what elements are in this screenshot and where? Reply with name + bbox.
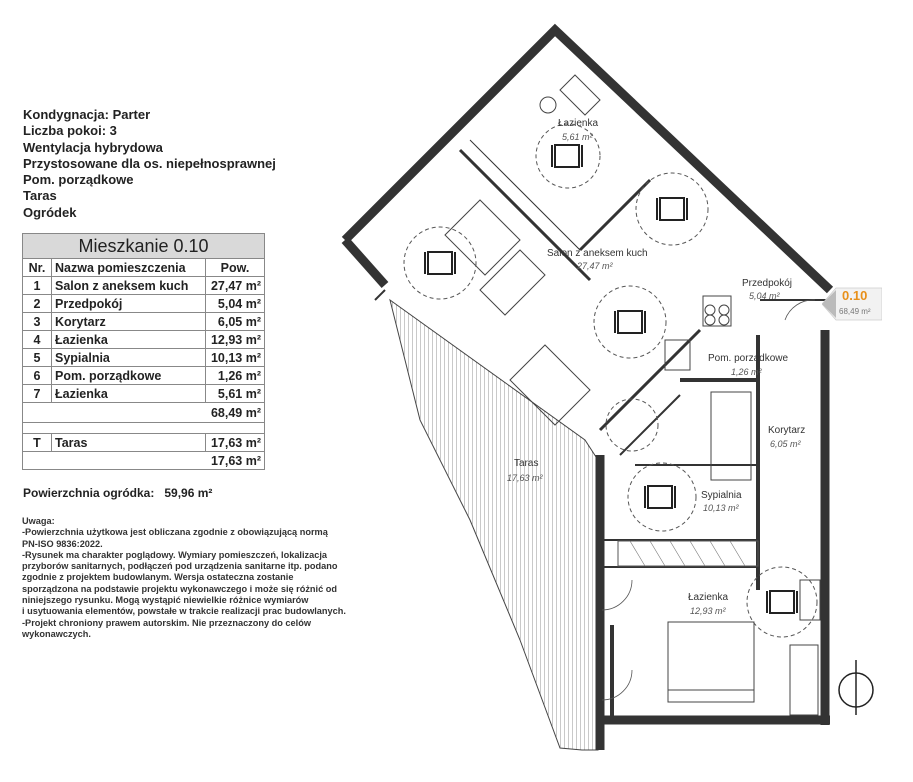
note-line: Uwaga: — [22, 516, 55, 526]
note-line: zgodnie z projektem budowlanym. Wersja ostateczna zostanie — [22, 572, 294, 583]
unit-marker-id: 0.10 — [842, 288, 868, 303]
row-num: T — [23, 434, 52, 452]
area-pom-porzadkowe: 1,26 m² — [731, 367, 762, 377]
area-lazienka-big: 12,93 m² — [690, 606, 726, 616]
terrace-total: 17,63 m² — [23, 452, 265, 470]
row-name: Korytarz — [52, 313, 206, 331]
garden-value: 59,96 m² — [164, 486, 213, 500]
row-num: 1 — [23, 277, 52, 295]
label-lazienka-small: Łazienka — [558, 118, 599, 129]
note-line: i usytuowania elementów, powstałe w trakcie realizacji prac budowlanych. — [22, 606, 346, 617]
area-przedpokoj: 5,04 m² — [749, 291, 780, 301]
row-name: Taras — [52, 434, 206, 452]
unit-marker-area: 68,49 m² — [839, 307, 871, 316]
area-lazienka-small: 5,61 m² — [562, 132, 593, 142]
info-ventilation: Wentylacja hybrydowa — [23, 139, 163, 155]
row-num: 3 — [23, 313, 52, 331]
wardrobe — [618, 541, 758, 566]
row-num: 7 — [23, 385, 52, 403]
row-name: Przedpokój — [52, 295, 206, 313]
label-sypialnia: Sypialnia — [701, 490, 742, 501]
label-przedpokoj: Przedpokój — [742, 278, 793, 289]
garden-label: Powierzchnia ogródka: — [23, 486, 155, 500]
lower-walls — [600, 300, 830, 750]
row-name: Łazienka — [52, 385, 206, 403]
label-pom-porzadkowe: Pom. porządkowe — [708, 353, 789, 364]
header-area: Pow. — [206, 259, 265, 277]
north-arrow-icon — [839, 660, 873, 715]
row-area: 17,63 m² — [206, 434, 265, 452]
note-line: -Powierzchnia użytkowa jest obliczana zgodnie z obowiązującą normą — [22, 527, 328, 538]
note-line: -Rysunek ma charakter poglądowy. Wymiary pomieszczeń, lokalizacja — [22, 549, 328, 560]
info-utility: Pom. porządkowe — [23, 172, 134, 188]
row-name: Łazienka — [52, 331, 206, 349]
info-terrace: Taras — [23, 188, 57, 204]
header-name: Nazwa pomieszczenia — [52, 259, 206, 277]
row-area: 6,05 m² — [206, 313, 265, 331]
row-area: 12,93 m² — [206, 331, 265, 349]
note-line: -Projekt chroniony prawem autorskim. Nie przeznaczony do celów — [22, 617, 311, 628]
label-taras: Taras — [514, 458, 539, 469]
area-sypialnia: 10,13 m² — [703, 503, 739, 513]
area-salon: 27,47 m² — [577, 261, 613, 271]
row-name: Sypialnia — [52, 349, 206, 367]
row-area: 27,47 m² — [206, 277, 265, 295]
info-floor: Kondygnacja: Parter — [23, 107, 151, 122]
note-line: niniejszego rysunku. Mogą wystąpić niewielkie różnice wymiarów — [22, 595, 309, 606]
row-area: 10,13 m² — [206, 349, 265, 367]
label-lazienka-big: Łazienka — [688, 592, 729, 603]
row-num: 4 — [23, 331, 52, 349]
row-num: 6 — [23, 367, 52, 385]
header-num: Nr. — [23, 259, 52, 277]
row-area: 1,26 m² — [206, 367, 265, 385]
area-taras: 17,63 m² — [507, 473, 543, 483]
label-korytarz: Korytarz — [768, 425, 806, 436]
row-name: Pom. porządkowe — [52, 367, 206, 385]
note-line: wykonawczych. — [22, 628, 91, 639]
info-garden: Ogródek — [23, 204, 77, 220]
row-area: 5,04 m² — [206, 295, 265, 313]
note-line: sporządzona na podstawie projektu wykonawczego i może się różnić od — [22, 583, 337, 594]
rooms-total: 68,49 m² — [23, 403, 265, 423]
note-line: przyborów sanitarnych, podłączeń pod urządzenia sanitarne itp. podano — [22, 561, 338, 572]
row-num: 2 — [23, 295, 52, 313]
info-accessibility: Przystosowane dla os. niepełnosprawnej — [23, 155, 276, 171]
row-num: 5 — [23, 349, 52, 367]
row-area: 5,61 m² — [206, 385, 265, 403]
note-line: PN-ISO 9836:2022. — [22, 538, 103, 549]
info-rooms: Liczba pokoi: 3 — [23, 123, 117, 139]
label-salon: Salon z aneksem kuch — [547, 248, 648, 259]
area-korytarz: 6,05 m² — [770, 439, 801, 449]
row-name: Salon z aneksem kuch — [52, 277, 206, 295]
table-title: Mieszkanie 0.10 — [23, 234, 265, 259]
